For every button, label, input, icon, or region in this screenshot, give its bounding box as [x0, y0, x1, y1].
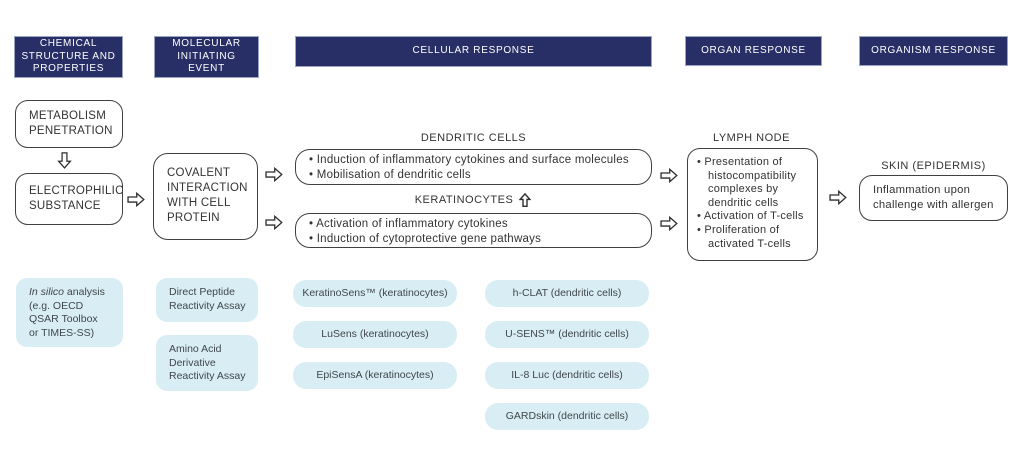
right-arrow-icon: [660, 216, 678, 231]
down-arrow-icon: [56, 151, 73, 170]
keratinosens-assay-box: KeratinoSens™ (keratinocytes): [293, 280, 457, 307]
metabolism-penetration-box: METABOLISM PENETRATION: [15, 100, 123, 148]
keratinocytes-box: [295, 213, 652, 248]
electrophilic-substance-box: ELECTROPHILIC SUBSTANCE: [15, 173, 123, 225]
lymph-node-bullet: • Proliferation of activated T-cells: [697, 224, 813, 251]
direct-peptide-reactivity-assay-box: Direct Peptide Reactivity Assay: [156, 278, 258, 322]
header-chemical-structure: [14, 36, 123, 78]
header-organism-response: [859, 36, 1008, 66]
il8-luc-assay-box: IL-8 Luc (dendritic cells): [485, 362, 649, 389]
episensa-assay-box: EpiSensA (keratinocytes): [293, 362, 457, 389]
lymph-node-bullet: • Presentation of histocompatibility complexes by dendritic cells: [697, 156, 813, 210]
dendritic-bullet: • Induction of inflammatory cytokines and surface molecules: [309, 153, 643, 168]
header-organism-response-label: ORGANISM RESPONSE: [871, 44, 996, 56]
right-arrow-icon: [265, 215, 283, 230]
lymph-node-title: LYMPH NODE: [713, 132, 790, 144]
amino-acid-derivative-reactivity-assay-box: Amino Acid Derivative Reactivity Assay: [156, 335, 258, 391]
right-arrow-icon: [829, 190, 847, 205]
skin-epidermis-title: SKIN (EPIDERMIS): [881, 160, 986, 172]
gardskin-assay-box: GARDskin (dendritic cells): [485, 403, 649, 430]
skin-epidermis-box: Inflammation upon challenge with allergen: [859, 175, 1008, 221]
keratinocytes-bullet: • Induction of cytoprotective gene pathways: [309, 232, 643, 247]
lusens-assay-box: LuSens (keratinocytes): [293, 321, 457, 348]
up-arrow-icon: [518, 192, 532, 208]
dendritic-cells-box: [295, 149, 652, 185]
lymph-node-box: [687, 148, 818, 261]
right-arrow-icon: [127, 192, 145, 207]
header-molecular-initiating-event-label: MOLECULAR INITIATING EVENT: [172, 38, 241, 75]
dendritic-cells-title: DENDRITIC CELLS: [420, 132, 527, 144]
header-molecular-initiating-event: [154, 36, 259, 78]
right-arrow-icon: [265, 167, 283, 182]
header-cellular-response: [295, 36, 652, 67]
in-silico-italic: In silico: [29, 286, 65, 298]
header-cellular-response-label: CELLULAR RESPONSE: [412, 45, 535, 57]
header-organ-response: [685, 36, 822, 66]
keratinocytes-bullet: • Activation of inflammatory cytokines: [309, 217, 643, 232]
right-arrow-icon: [660, 168, 678, 183]
lymph-node-bullet: • Activation of T-cells: [697, 210, 813, 224]
header-organ-response-label: ORGAN RESPONSE: [701, 44, 806, 56]
keratinocytes-title: KERATINOCYTES: [295, 191, 652, 209]
header-chemical-structure-label: CHEMICAL STRUCTURE AND PROPERTIES: [21, 38, 116, 75]
covalent-interaction-box: COVALENT INTERACTION WITH CELL PROTEIN: [153, 153, 258, 240]
in-silico-analysis-box: In silico analysis (e.g. OECD QSAR Toolbox or TIMES-SS): [16, 278, 123, 347]
dendritic-bullet: • Mobilisation of dendritic cells: [309, 168, 643, 183]
u-sens-assay-box: U-SENS™ (dendritic cells): [485, 321, 649, 348]
h-clat-assay-box: h-CLAT (dendritic cells): [485, 280, 649, 307]
